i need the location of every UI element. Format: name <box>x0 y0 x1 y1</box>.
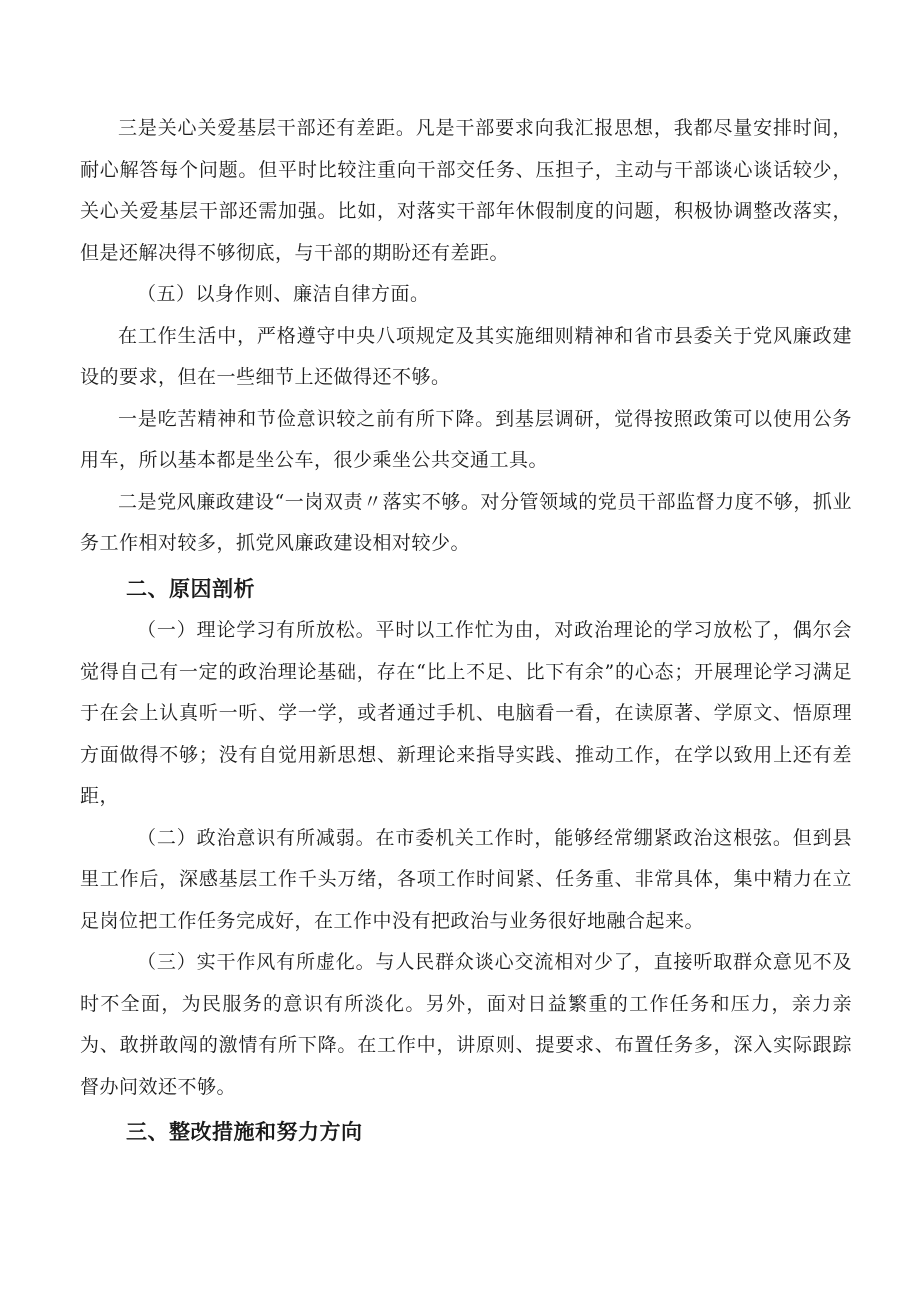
subsection-heading-self-discipline: （五）以身作则、廉洁自律方面。 <box>137 283 430 305</box>
paragraph-frugality: 一是吃苦精神和节俭意识较之前有所下降。到基层调研，觉得按照政策可以使用公务用车，所以基本都是坐公车，很少乘坐公共交通工具。 <box>80 407 852 471</box>
paragraph-eight-regulations: 在工作生活中，严格遵守中央八项规定及其实施细则精神和省市县委关于党风廉政建设的要求，但在一些细节上还做得还不够。 <box>80 324 852 388</box>
paragraph-theory-study: （一）理论学习有所放松。平时以工作忙为由，对政治理论的学习放松了，偶尔会觉得自己有一定的政治理论基础，存在“比上不足、比下有余”的心态；开展理论学习满足于在会上认真听一听、学一学，或者通过手机、电脑看一看，在读原著、学原文、悟原理方面做得不够；没有自觉用新思想、新理论来指导实践、推动工作，在学以致用上还有差距， <box>80 619 852 807</box>
section-heading-rectification: 三、整改措施和努力方向 <box>126 1120 363 1144</box>
paragraph-political-awareness: （二）政治意识有所减弱。在市委机关工作时，能够经常绷紧政治这根弦。但到县里工作后，深感基层工作千头万绪，各项工作时间紧、任务重、非常具体，集中精力在立足岗位把工作任务完成好，在工作中没有把政治与业务很好地融合起来。 <box>80 826 852 932</box>
document-body <box>80 108 852 1154</box>
paragraph-work-style: （三）实干作风有所虚化。与人民群众谈心交流相对少了，直接听取群众意见不及时不全面，为民服务的意识有所淡化。另外，面对日益繁重的工作任务和压力，亲力亲为、敢拼敢闯的激情有所下降。在工作中，讲原则、提要求、布置任务多，深入实际跟踪督办问效还不够。 <box>80 951 852 1098</box>
paragraph-care-for-cadres: 三是关心关爱基层干部还有差距。凡是干部要求向我汇报思想，我都尽量安排时间，耐心解答每个问题。但平时比较注重向干部交任务、压担子，主动与干部谈心谈话较少，关心关爱基层干部还需加强。比如，对落实干部年休假制度的问题，积极协调整改落实，但是还解决得不够彻底，与干部的期盼还有差距。 <box>80 117 852 264</box>
section-heading-cause-analysis: 二、原因剖析 <box>126 576 255 601</box>
paragraph-dual-responsibility: 二是党风廉政建设“一岗双责〃落实不够。对分管领域的党员干部监督力度不够，抓业务工作相对较多，抓党风廉政建设相对较少。 <box>80 490 852 554</box>
